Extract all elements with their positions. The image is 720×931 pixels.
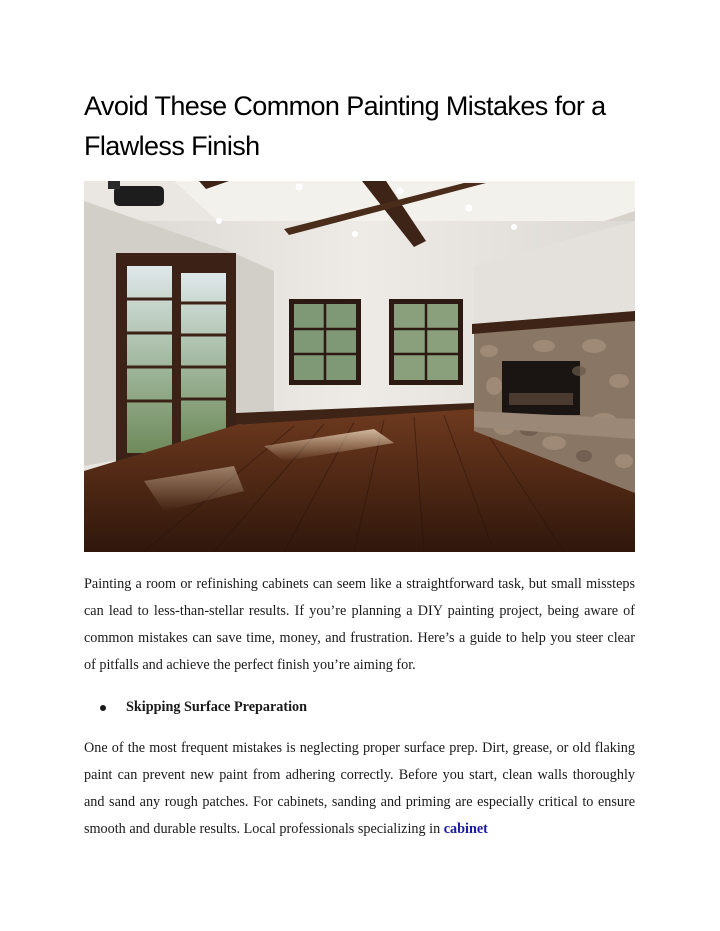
room-photo [84, 181, 635, 552]
bullet-icon [100, 705, 106, 711]
section-paragraph-text: One of the most frequent mistakes is neglecting proper surface prep. Dirt, grease, or old flaking paint can prevent new paint from adhering correctly. Before you start, clean walls thoroughly and sand any rough patches. For cabinets, sanding and priming are especially critical to ensure smooth and durable results. Local professionals specializing in [84, 740, 635, 837]
section-heading: Skipping Surface Preparation [126, 699, 308, 715]
hero-image [84, 181, 635, 552]
page-title: Avoid These Common Painting Mistakes for a Flawless Finish [84, 91, 606, 161]
section-heading-bullet [100, 694, 307, 721]
intro-paragraph: Painting a room or refinishing cabinets can seem like a straightforward task, but small missteps can lead to less-than-stellar results. If you’re planning a DIY painting project, being aware of common mistakes can save time, money, and frustration. Here’s a guide to help you steer clear of pitfalls and achieve the perfect finish you’re aiming for. [84, 576, 635, 673]
section-paragraph [84, 735, 635, 843]
cabinet-link[interactable]: cabinet [443, 821, 488, 837]
